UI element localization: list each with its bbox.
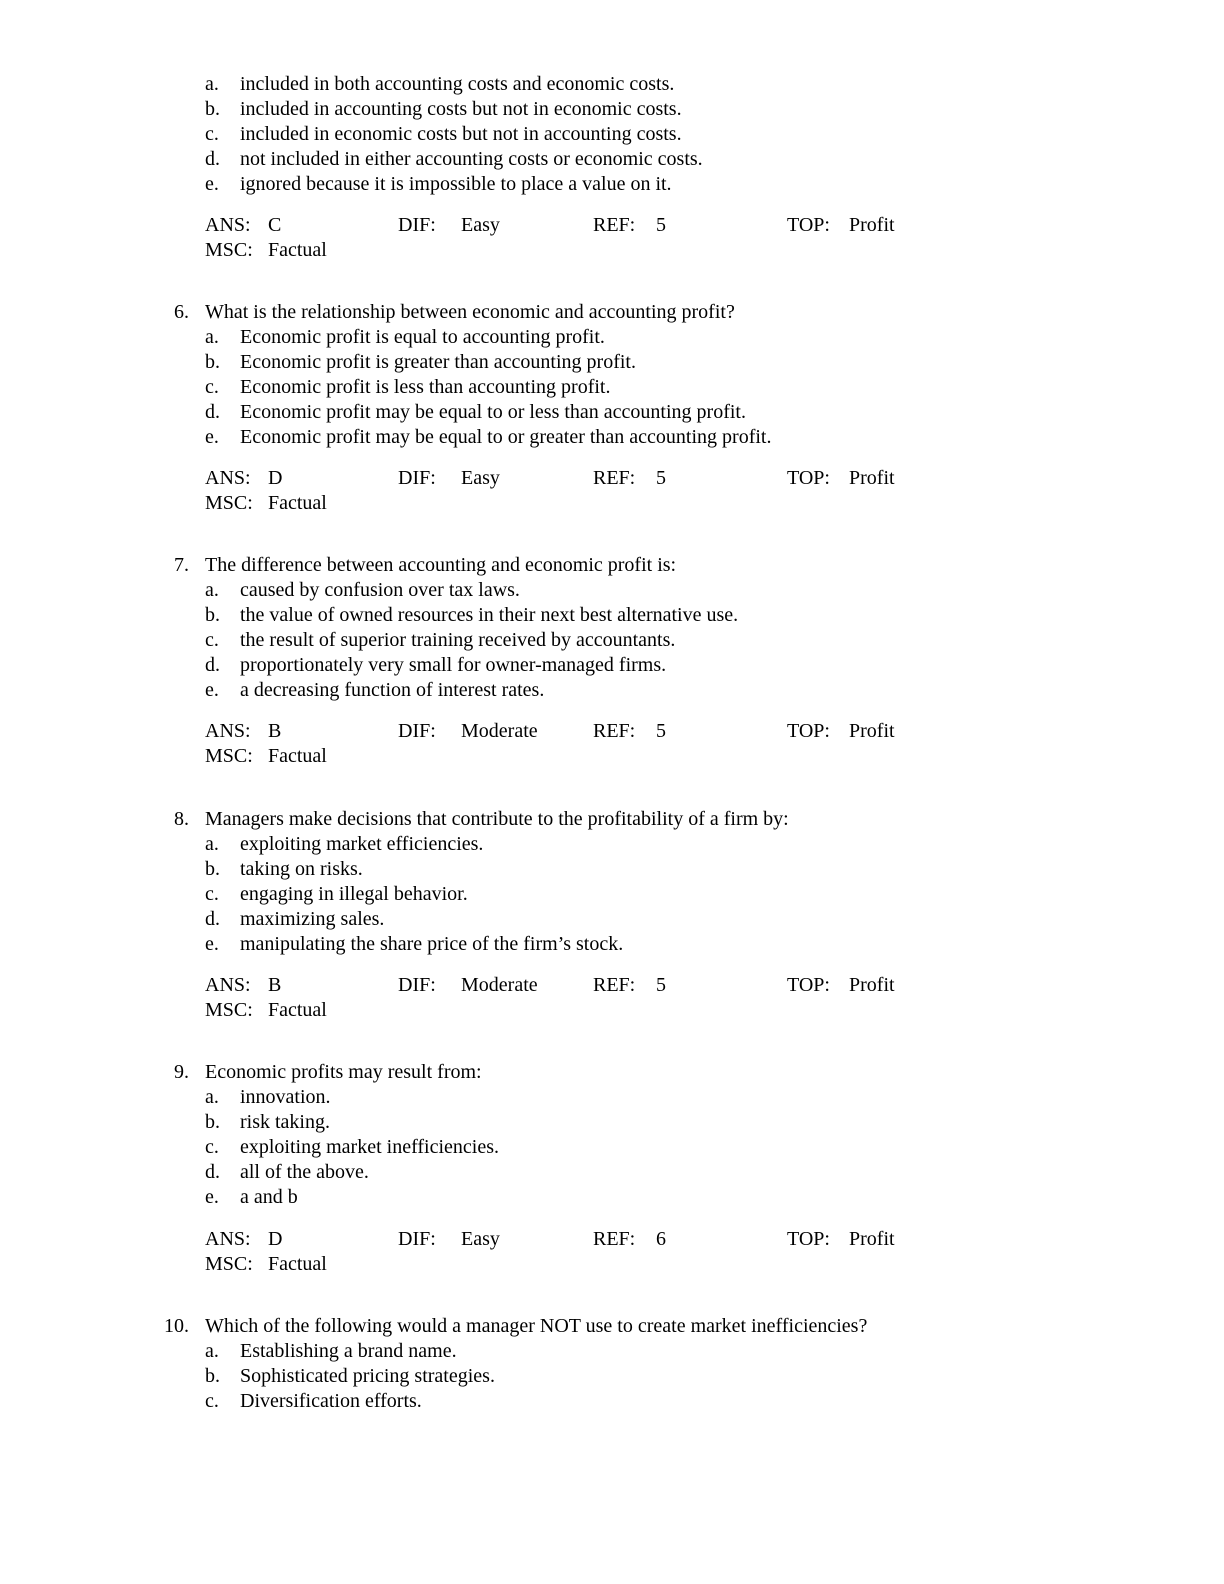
option-letter: e. [205, 933, 219, 955]
question-text: Economic profits may result from: [205, 1061, 482, 1083]
ref-value: 5 [656, 974, 666, 996]
top-label: TOP: [787, 1228, 830, 1250]
option-text: included in economic costs but not in accounting costs. [240, 123, 682, 145]
option-letter: a. [205, 1086, 219, 1108]
dif-value: Moderate [461, 720, 538, 742]
msc-value: Factual [268, 999, 327, 1021]
ans-value: B [268, 720, 282, 742]
option-text: the value of owned resources in their next best alternative use. [240, 604, 739, 626]
option-letter: b. [205, 98, 220, 120]
option-text: all of the above. [240, 1161, 369, 1183]
dif-label: DIF: [398, 214, 436, 236]
dif-label: DIF: [398, 1228, 436, 1250]
ans-label: ANS: [205, 214, 251, 236]
option-letter: a. [205, 833, 219, 855]
question-text: Which of the following would a manager NOT use to create market inefficiencies? [205, 1315, 868, 1337]
option-text: included in accounting costs but not in economic costs. [240, 98, 682, 120]
option-text: a decreasing function of interest rates. [240, 679, 545, 701]
option-letter: d. [205, 654, 220, 676]
msc-label: MSC: [205, 745, 253, 767]
option-letter: b. [205, 858, 220, 880]
option-text: Establishing a brand name. [240, 1340, 457, 1362]
dif-label: DIF: [398, 720, 436, 742]
question-number: 9. [174, 1061, 189, 1083]
option-letter: d. [205, 148, 220, 170]
option-letter: a. [205, 579, 219, 601]
option-text: exploiting market inefficiencies. [240, 1136, 499, 1158]
top-label: TOP: [787, 214, 830, 236]
ref-value: 5 [656, 720, 666, 742]
top-value: Profit [849, 720, 895, 742]
option-text: included in both accounting costs and economic costs. [240, 73, 675, 95]
question-text: What is the relationship between economic and accounting profit? [205, 301, 735, 323]
ans-value: C [268, 214, 282, 236]
top-value: Profit [849, 974, 895, 996]
option-letter: c. [205, 376, 219, 398]
option-text: the result of superior training received by accountants. [240, 629, 676, 651]
dif-value: Easy [461, 214, 500, 236]
msc-value: Factual [268, 1253, 327, 1275]
option-letter: e. [205, 679, 219, 701]
question-number: 8. [174, 808, 189, 830]
option-text: Diversification efforts. [240, 1390, 422, 1412]
msc-value: Factual [268, 239, 327, 261]
question-number: 7. [174, 554, 189, 576]
msc-label: MSC: [205, 999, 253, 1021]
option-text: taking on risks. [240, 858, 363, 880]
top-label: TOP: [787, 720, 830, 742]
option-letter: b. [205, 351, 220, 373]
option-letter: b. [205, 1365, 220, 1387]
top-label: TOP: [787, 974, 830, 996]
option-text: Economic profit may be equal to or greater than accounting profit. [240, 426, 772, 448]
option-letter: d. [205, 908, 220, 930]
option-letter: e. [205, 1186, 219, 1208]
ans-value: D [268, 1228, 283, 1250]
option-text: maximizing sales. [240, 908, 385, 930]
dif-label: DIF: [398, 467, 436, 489]
option-text: Economic profit is equal to accounting profit. [240, 326, 605, 348]
question-number: 6. [174, 301, 189, 323]
option-letter: c. [205, 883, 219, 905]
top-value: Profit [849, 1228, 895, 1250]
dif-value: Easy [461, 467, 500, 489]
option-letter: a. [205, 1340, 219, 1362]
question-number: 10. [164, 1315, 189, 1337]
option-letter: c. [205, 1390, 219, 1412]
option-letter: a. [205, 326, 219, 348]
option-letter: e. [205, 173, 219, 195]
option-text: Sophisticated pricing strategies. [240, 1365, 495, 1387]
ans-label: ANS: [205, 467, 251, 489]
option-text: exploiting market efficiencies. [240, 833, 484, 855]
option-text: a and b [240, 1186, 298, 1208]
ans-label: ANS: [205, 1228, 251, 1250]
option-text: Economic profit is greater than accounting profit. [240, 351, 636, 373]
dif-value: Moderate [461, 974, 538, 996]
ref-value: 5 [656, 467, 666, 489]
option-letter: d. [205, 401, 220, 423]
option-text: innovation. [240, 1086, 331, 1108]
ref-label: REF: [593, 214, 636, 236]
option-letter: b. [205, 604, 220, 626]
ref-label: REF: [593, 1228, 636, 1250]
option-text: not included in either accounting costs or economic costs. [240, 148, 703, 170]
top-label: TOP: [787, 467, 830, 489]
dif-value: Easy [461, 1228, 500, 1250]
option-letter: d. [205, 1161, 220, 1183]
top-value: Profit [849, 214, 895, 236]
ans-value: B [268, 974, 282, 996]
ref-label: REF: [593, 720, 636, 742]
option-letter: a. [205, 73, 219, 95]
option-text: ignored because it is impossible to place a value on it. [240, 173, 672, 195]
ans-label: ANS: [205, 720, 251, 742]
option-text: caused by confusion over tax laws. [240, 579, 520, 601]
option-letter: c. [205, 629, 219, 651]
option-letter: e. [205, 426, 219, 448]
dif-label: DIF: [398, 974, 436, 996]
msc-value: Factual [268, 745, 327, 767]
ref-value: 5 [656, 214, 666, 236]
msc-label: MSC: [205, 492, 253, 514]
ans-label: ANS: [205, 974, 251, 996]
option-text: Economic profit may be equal to or less than accounting profit. [240, 401, 746, 423]
option-text: risk taking. [240, 1111, 330, 1133]
ref-label: REF: [593, 974, 636, 996]
ans-value: D [268, 467, 283, 489]
option-letter: c. [205, 1136, 219, 1158]
option-text: manipulating the share price of the firm’s stock. [240, 933, 624, 955]
question-text: The difference between accounting and economic profit is: [205, 554, 677, 576]
msc-label: MSC: [205, 1253, 253, 1275]
question-text: Managers make decisions that contribute to the profitability of a firm by: [205, 808, 789, 830]
msc-label: MSC: [205, 239, 253, 261]
option-text: Economic profit is less than accounting profit. [240, 376, 611, 398]
option-text: proportionately very small for owner-managed firms. [240, 654, 667, 676]
option-letter: c. [205, 123, 219, 145]
ref-label: REF: [593, 467, 636, 489]
option-text: engaging in illegal behavior. [240, 883, 468, 905]
option-letter: b. [205, 1111, 220, 1133]
msc-value: Factual [268, 492, 327, 514]
ref-value: 6 [656, 1228, 666, 1250]
top-value: Profit [849, 467, 895, 489]
